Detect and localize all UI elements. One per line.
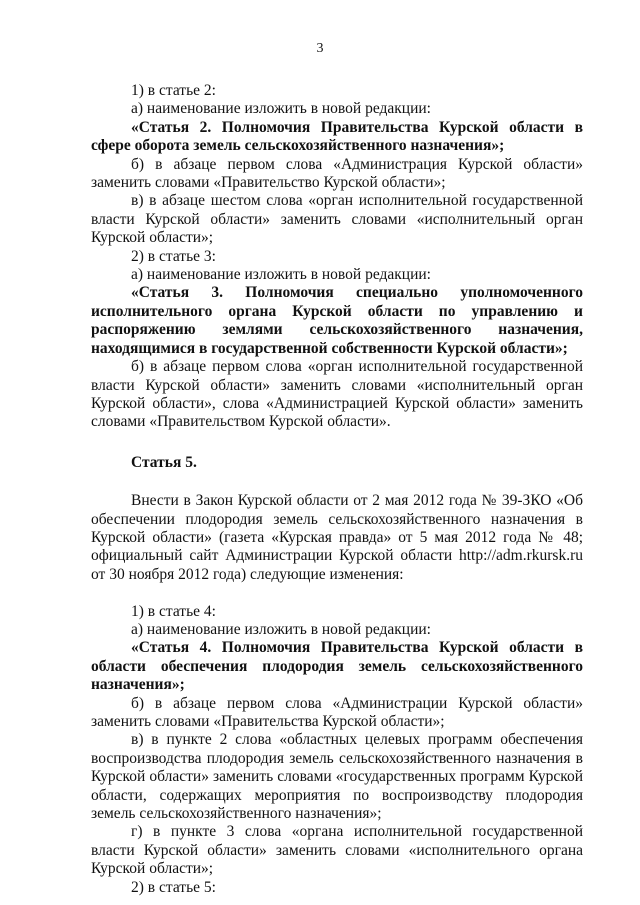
list-item: а) наименование изложить в новой редакции:: [131, 620, 431, 638]
article-title-quote: «Статья 2. Полномочия Правительства Курской области в сфере оборота земель сельскохозяйственного назначения»;: [91, 118, 583, 155]
list-item: г) в пункте 3 слова «органа исполнительной государственной власти Курской области» заменить словами «исполнительного органа Курской области»;: [91, 823, 583, 878]
list-item: а) наименование изложить в новой редакции:: [131, 266, 431, 284]
list-item: а) наименование изложить в новой редакции:: [131, 100, 431, 118]
list-item: б) в абзаце первом слова «орган исполнительной государственной власти Курской области» заменить словами «исполнительный орган Курской области», слова «Администрацией Курской области» заменить словами «Правительством Курской области».: [91, 358, 583, 431]
list-item: 1) в статье 2:: [131, 82, 216, 99]
article-title-quote: «Статья 3. Полномочия специально уполномоченного исполнительного органа Курской области по управлению и распоряжению землями сельскохозяйственного назначения, находящимися в государственной собственности Курской области»;: [91, 284, 583, 357]
list-item: в) в абзаце шестом слова «орган исполнительной государственной власти Курской области» заменить словами «исполнительный орган Курской области»;: [91, 192, 583, 247]
list-item: 2) в статье 3:: [131, 247, 216, 265]
document-body: [91, 82, 583, 897]
article-title-quote: «Статья 4. Полномочия Правительства Курской области в области обеспечения плодородия земель сельскохозяйственного назначения»;: [91, 639, 583, 694]
article-intro: Внести в Закон Курской области от 2 мая 2012 года № 39-ЗКО «Об обеспечении плодородия земель сельскохозяйственного назначения в Курской области» (газета «Курская правда» от 5 мая 2012 года № 48; официальный сайт Администрации Курской области http://adm.rkursk.ru от 30 ноября 2012 года) следующие изменения:: [91, 492, 583, 583]
page-number: 3: [316, 41, 324, 56]
list-item: в) в пункте 2 слова «областных целевых программ обеспечения воспроизводства плодородия земель сельскохозяйственного назначения в Курской области» заменить словами «государственных программ Курской области, содержащих мероприятия по воспроизводству плодородия земель сельскохозяйственного назначения»;: [91, 731, 583, 823]
list-item: 1) в статье 4:: [131, 602, 216, 620]
list-item: 2) в статье 5:: [131, 878, 216, 896]
list-item: б) в абзаце первом слова «Администрация Курской области» заменить словами «Правительство Курской области»;: [91, 155, 583, 192]
list-item: б) в абзаце первом слова «Администрации Курской области» заменить словами «Правительства Курской области»;: [91, 694, 583, 730]
article-heading: Статья 5.: [131, 453, 197, 471]
